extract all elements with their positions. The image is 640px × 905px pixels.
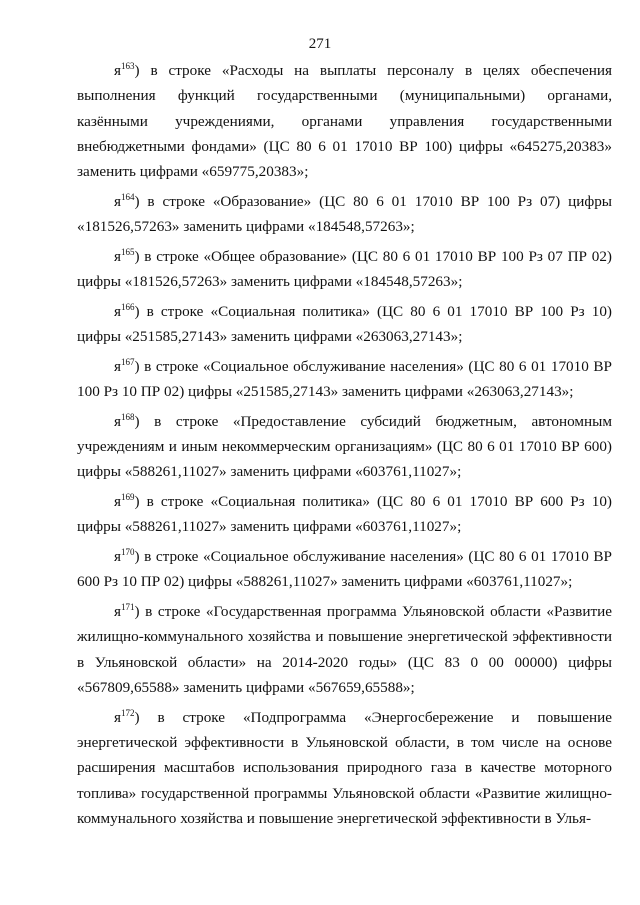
item-letter: я bbox=[114, 247, 121, 265]
amendment-paragraph bbox=[77, 599, 612, 700]
paragraph-text: ) в строке «Расходы на выплаты персоналу в целях обеспечения выполнения функций государственными (муниципальными) органами, казёнными учреждениями, органами управления государственными внебюджетными фондами» (ЦС 80 6 01 17010 ВР 100) цифры «645275,20383» заменить цифрами «659775,20383»; bbox=[77, 62, 612, 181]
item-number: 165 bbox=[121, 246, 135, 257]
item-number: 163 bbox=[121, 61, 135, 71]
item-letter: я bbox=[114, 412, 121, 430]
item-number: 168 bbox=[121, 411, 135, 422]
item-letter: я bbox=[114, 302, 121, 320]
paragraph-text: ) в строке «Предоставление субсидий бюджетным, автономным учреждениям и иным некоммерческим организациям» (ЦС 80 6 01 17010 ВР 600) цифры «588261,11027» заменить цифрами «603761,11027»; bbox=[77, 412, 612, 481]
paragraph-text: ) в строке «Подпрограмма «Энергосбережение и повышение энергетической эффективности в Ульяновской области, в том числе на основе расширения масштабов использования природного газа в качестве моторного топлива» государственной программы Ульяновской области «Развитие жилищно-коммунального хозяйства и повышение энергетической эффективности в Улья- bbox=[77, 708, 612, 827]
item-number: 167 bbox=[121, 356, 135, 367]
item-number: 166 bbox=[121, 301, 135, 312]
paragraph-text: ) в строке «Социальное обслуживание населения» (ЦС 80 6 01 17010 ВР 600 Рз 10 ПР 02) цифры «588261,11027» заменить цифрами «603761,11027»; bbox=[77, 548, 612, 591]
paragraph-text: ) в строке «Общее образование» (ЦС 80 6 01 17010 ВР 100 Рз 07 ПР 02) цифры «181526,57263» заменить цифрами «184548,57263»; bbox=[77, 247, 612, 291]
amendment-paragraph bbox=[77, 409, 612, 485]
paragraph-text: ) в строке «Образование» (ЦС 80 6 01 17010 ВР 100 Рз 07) цифры «181526,57263» заменить цифрами «184548,57263»; bbox=[77, 192, 612, 236]
paragraph-text: ) в строке «Социальная политика» (ЦС 80 6 01 17010 ВР 600 Рз 10) цифры «588261,11027» заменить цифрами «603761,11027»; bbox=[77, 493, 612, 536]
amendment-paragraph bbox=[77, 58, 612, 184]
amendment-paragraph bbox=[77, 299, 612, 350]
paragraph-text: ) в строке «Государственная программа Ульяновской области «Развитие жилищно-коммунального хозяйства и повышение энергетической эффективности в Ульяновской области» на 2014-2020 годы» (ЦС 83 0 00 00000) цифры «567809,65588» заменить цифрами «567659,65588»; bbox=[77, 603, 612, 696]
item-letter: я bbox=[114, 548, 121, 566]
document-body bbox=[77, 58, 612, 836]
page-number: 271 bbox=[308, 36, 332, 52]
amendment-paragraph bbox=[77, 354, 612, 405]
amendment-paragraph bbox=[77, 544, 612, 595]
amendment-paragraph bbox=[77, 189, 612, 240]
item-letter: я bbox=[114, 708, 121, 726]
paragraph-text: ) в строке «Социальное обслуживание населения» (ЦС 80 6 01 17010 ВР 100 Рз 10 ПР 02) цифры «251585,27143» заменить цифрами «263063,27143»; bbox=[77, 357, 612, 401]
item-number: 171 bbox=[121, 602, 135, 613]
item-letter: я bbox=[114, 493, 121, 511]
item-letter: я bbox=[114, 192, 121, 210]
item-number: 170 bbox=[121, 547, 135, 558]
item-letter: я bbox=[114, 357, 121, 375]
amendment-paragraph bbox=[77, 705, 612, 831]
amendment-paragraph bbox=[77, 489, 612, 540]
paragraph-text: ) в строке «Социальная политика» (ЦС 80 6 01 17010 ВР 100 Рз 10) цифры «251585,27143» заменить цифрами «263063,27143»; bbox=[77, 302, 612, 346]
item-letter: я bbox=[114, 603, 121, 621]
amendment-paragraph bbox=[77, 244, 612, 295]
item-letter: я bbox=[114, 62, 121, 79]
item-number: 164 bbox=[121, 191, 135, 202]
item-number: 172 bbox=[121, 707, 135, 718]
item-number: 169 bbox=[121, 492, 135, 503]
